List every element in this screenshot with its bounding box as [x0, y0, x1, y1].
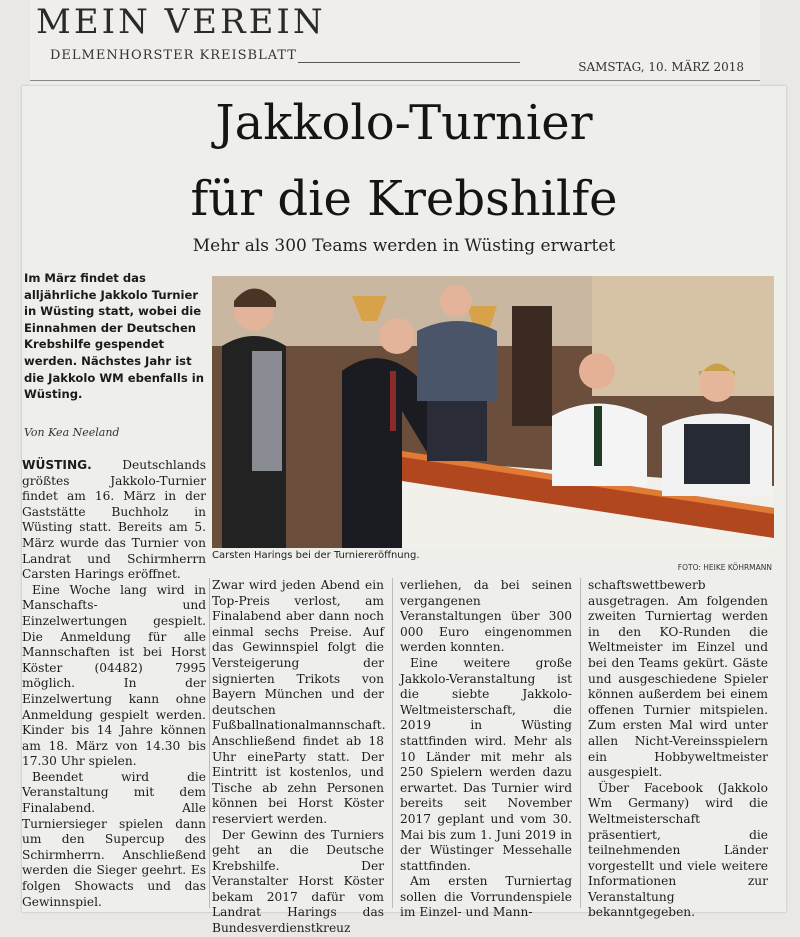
section-title: MEIN VEREIN [36, 2, 326, 42]
paragraph-text: Deutschlands größtes Jakkolo-Turnier findet am 16. März in der Gaststätte Buchholz in Wüsting statt. Bereits am 5. März wurde das Turnier von Landrat und Schirmherrn Carsten Harings eröffnet. [22, 458, 206, 582]
headline-line-2: für die Krebshilfe [190, 171, 618, 227]
headline-line-1: Jakkolo-Turnier [215, 95, 593, 151]
column-rule [209, 578, 210, 908]
byline: Von Kea Neeland [24, 426, 120, 439]
column-rule [392, 578, 393, 908]
paragraph: Eine weitere große Jakkolo-Veranstaltung ist die siebte Jakkolo-Weltmeisterschaft, die 2019 in Wüsting stattfinden wird. Mehr als 10 Länder mit mehr als 250 Spielern werden dazu erwartet. Das Turnier wird bereits seit November 2017 geplant und vom 30. Mai bis zum 1. Juni 2019 in der Wüstinger Messehalle stattfinden. [400, 655, 572, 873]
masthead-rule [298, 62, 520, 63]
photo-caption: Carsten Harings bei der Turniereröffnung. [212, 550, 420, 561]
photo-illustration [212, 276, 774, 548]
masthead [30, 0, 760, 90]
masthead-divider [30, 80, 760, 81]
issue-date: SAMSTAG, 10. MÄRZ 2018 [578, 60, 744, 74]
paragraph: Der Gewinn des Turniers geht an die Deutsche Krebshilfe. Der Veranstalter Horst Köster bekam 2017 dafür vom Landrat Harings das Bundesverdienstkreuz [212, 827, 384, 936]
paragraph: schaftswettbewerb ausgetragen. Am folgenden zweiten Turniertag werden in den KO-Runden die Weltmeister im Einzel und bei den Teams gekürt. Gäste und ausgeschiedene Spieler können außerdem bei einem offenen Turnier mitspielen. Zum ersten Mal wird unter allen Nicht-Vereinsspielern ein Hobbyweltmeister ausgespielt. [588, 578, 768, 780]
paragraph: Beendet wird die Veranstaltung mit dem Finalabend. Alle Turniersieger spielen dann um den Supercup des Schirmherrn. Anschließend werden die Sieger geehrt. Es folgen Showacts und das Gewinnspiel. [22, 769, 206, 909]
text-column-3 [400, 578, 572, 921]
paragraph [22, 458, 206, 583]
text-column-2 [212, 578, 384, 937]
paragraph: Zwar wird jeden Abend ein Top-Preis verlost, am Finalabend aber dann noch einmal sechs Preise. Auf das Gewinnspiel folgt die Versteigerung der signierten Trikots von Bayern München und der deutschen Fußballnationalmannschaft. Anschließend findet ab 18 Uhr eineParty statt. Der Eintritt ist kostenlos, und Tische ab zehn Personen können bei Horst Köster reserviert werden. [212, 578, 386, 826]
article-clipping [22, 86, 786, 936]
text-column-1 [22, 458, 206, 910]
paragraph: Am ersten Turniertag sollen die Vorrundenspiele im Einzel- und Mann- [400, 874, 572, 920]
lead-paragraph: Im März findet das alljährliche Jakkolo Turnier in Wüsting statt, wobei die Einnahmen der Deutschen Krebshilfe gespendet werden. Nächstes Jahr ist die Jakkolo WM ebenfalls in Wüsting. [24, 271, 204, 402]
paragraph: Eine Woche lang wird in Manschafts- und Einzelwertungen gespielt. Die Anmeldung für alle Mannschaften ist bei Horst Köster (04482) 7995 möglich. In der Einzelwertung kann ohne Anmeldung gespielt werden. Kinder bis 14 Jahre können am 18. März von 14.30 bis 17.30 Uhr spielen. [22, 582, 206, 769]
paragraph: Über Facebook (Jakkolo Wm Germany) wird die Weltmeisterschaft präsentiert, die teilnehmenden Länder vorgestellt und viele weitere Informationen zur Veranstaltung bekanntgegeben. [588, 780, 768, 920]
subheadline: Mehr als 300 Teams werden in Wüsting erwartet [192, 236, 616, 256]
paragraph: verliehen, da bei seinen vergangenen Veranstaltungen über 300 000 Euro eingenommen werden konnten. [400, 578, 572, 655]
article-photo [212, 276, 774, 548]
photo-credit: FOTO: HEIKE KÖHRMANN [677, 563, 772, 572]
column-rule [580, 578, 581, 908]
dateline: WÜSTING. [22, 458, 92, 472]
newspaper-name: DELMENHORSTER KREISBLATT [50, 48, 297, 63]
text-column-4 [588, 578, 768, 921]
